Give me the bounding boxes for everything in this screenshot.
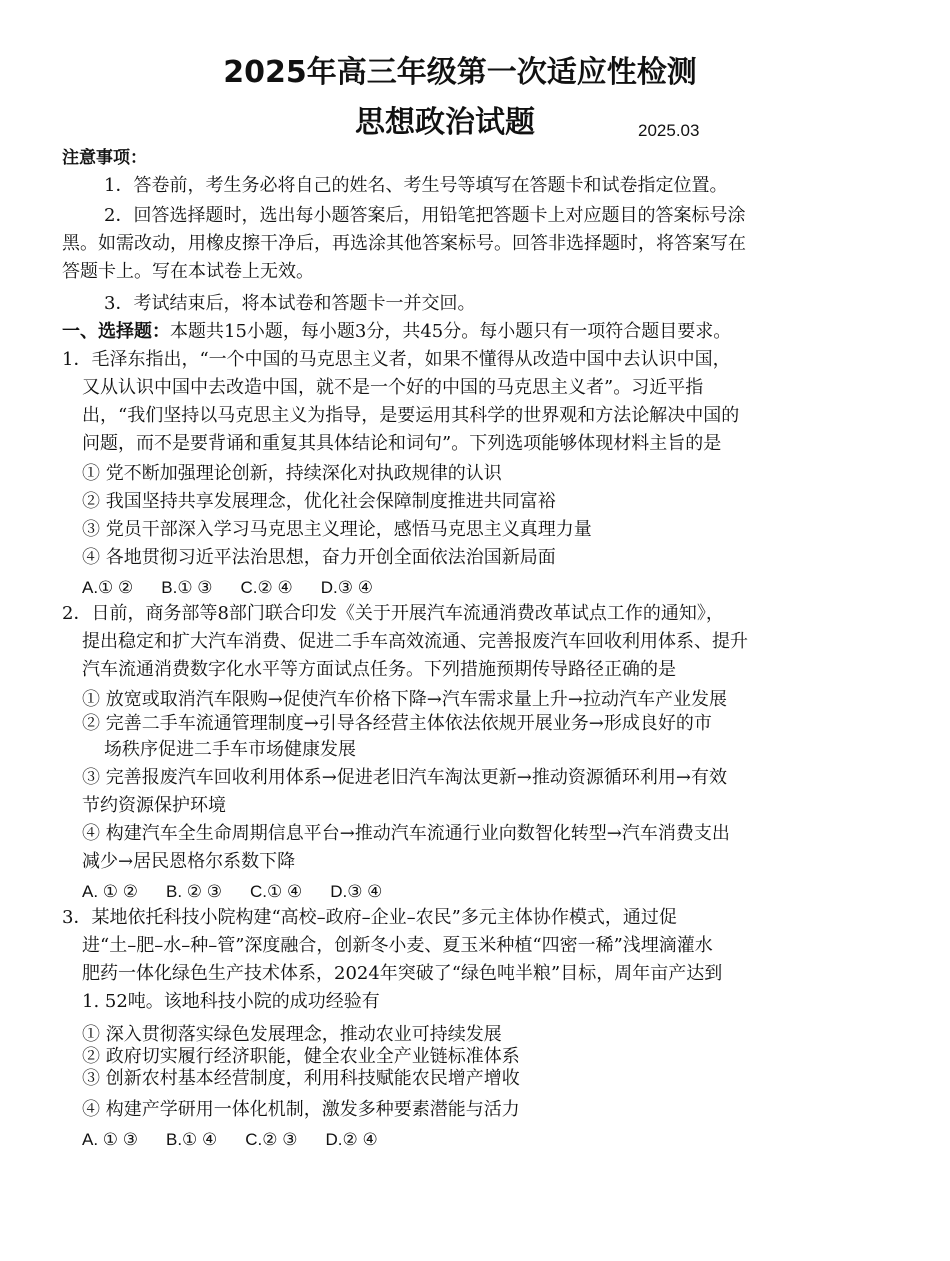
q3-choices [82,1126,406,1154]
notice-item-2-line-2: 黑。如需改动，用橡皮擦干净后，再选涂其他答案标号。回答非选择题时，将答案写在 [62,233,746,254]
q1-choice-c: C.② ④ [240,578,293,597]
q3-option-2: ② 政府切实履行经济职能，健全农业全产业链标准体系 [82,1046,520,1067]
q2-option-1: ① 放宽或取消汽车限购→促使汽车价格下降→汽车需求量上升→拉动汽车产业发展 [82,689,727,710]
q2-stem-line-3: 汽车流通消费数字化水平等方面试点任务。下列措施预期传导路径正确的是 [82,659,676,680]
q1-choice-a: A.① ② [82,578,134,597]
q3-stem-line-4: 1. 52吨。该地科技小院的成功经验有 [82,991,380,1012]
q1-choices [82,574,401,602]
q1-option-4: ④ 各地贯彻习近平法治思想，奋力开创全面依法治国新局面 [82,547,556,568]
q1-stem-line-4: 问题，而不是要背诵和重复其具体结论和词句”。下列选项能够体现材料主旨的是 [82,433,722,454]
q1-stem-line-3: 出，“我们坚持以马克思主义为指导，是要运用其科学的世界观和方法论解决中国的 [82,405,740,426]
q2-option-4-line-2: 减少→居民恩格尔系数下降 [82,851,296,872]
q2-option-3-line-2: 节约资源保护环境 [82,795,226,816]
q1-option-1: ① 党不断加强理论创新，持续深化对执政规律的认识 [82,463,502,484]
q2-choices [82,878,410,906]
exam-title: 2025年高三年级第一次适应性检测 [223,55,697,90]
notice-heading: 注意事项： [62,148,147,168]
q1-choice-b: B.① ③ [161,578,213,597]
q2-stem-line-1: 2．日前，商务部等8部门联合印发《关于开展汽车流通消费改革试点工作的通知》， [62,603,724,624]
q3-stem-line-3: 肥药一体化绿色生产技术体系，2024年突破了“绿色吨半粮”目标，周年亩产达到 [82,963,723,984]
q3-choice-b: B.① ④ [166,1130,218,1149]
q1-option-3: ③ 党员干部深入学习马克思主义理论，感悟马克思主义真理力量 [82,519,592,540]
q3-stem-line-2: 进“土–肥–水–种–管”深度融合，创新冬小麦、夏玉米种植“四密一稀”浅埋滴灌水 [82,935,713,956]
q3-option-4: ④ 构建产学研用一体化机制，激发多种要素潜能与活力 [82,1099,520,1120]
notice-item-2-line-3: 答题卡上。写在本试卷上无效。 [62,261,314,282]
q2-option-2-line-2: 场秩序促进二手车市场健康发展 [104,739,356,760]
q2-choice-d: D.③ ④ [330,882,383,901]
q2-option-4-line-1: ④ 构建汽车全生命周期信息平台→推动汽车流通行业向数智化转型→汽车消费支出 [82,823,730,844]
notice-item-2-line-1: 2．回答选择题时，选出每小题答案后，用铅笔把答题卡上对应题目的答案标号涂 [104,205,746,226]
notice-item-1: 1．答卷前，考生务必将自己的姓名、考生号等填写在答题卡和试卷指定位置。 [104,175,728,196]
q3-option-1: ① 深入贯彻落实绿色发展理念，推动农业可持续发展 [82,1024,502,1045]
q2-option-3-line-1: ③ 完善报废汽车回收利用体系→促进老旧汽车淘汰更新→推动资源循环利用→有效 [82,767,727,788]
section-description: 本题共15小题，每小题3分，共45分。每小题只有一项符合题目要求。 [170,321,732,342]
q2-option-2-line-1: ② 完善二手车流通管理制度→引导各经营主体依法依规开展业务→形成良好的市 [82,713,712,734]
exam-date: 2025.03 [638,121,700,140]
q3-option-3: ③ 创新农村基本经营制度，利用科技赋能农民增产增收 [82,1068,520,1089]
q2-stem-line-2: 提出稳定和扩大汽车消费、促进二手车高效流通、完善报废汽车回收利用体系、提升 [82,631,748,652]
q2-choice-c: C.① ④ [250,882,303,901]
q2-choice-a: A. ① ② [82,882,138,901]
q1-stem-line-1: 1．毛泽东指出，“一个中国的马克思主义者，如果不懂得从改造中国中去认识中国， [62,349,731,370]
q3-choice-c: C.② ③ [245,1130,298,1149]
q1-stem-line-2: 又从认识中国中去改造中国，就不是一个好的中国的马克思主义者”。习近平指 [82,377,704,398]
notice-item-3: 3．考试结束后，将本试卷和答题卡一并交回。 [104,293,476,314]
q3-choice-d: D.② ④ [325,1130,378,1149]
section-heading [62,318,731,346]
section-label: 一、选择题： [62,321,170,342]
q1-choice-d: D.③ ④ [320,578,373,597]
q3-stem-line-1: 3．某地依托科技小院构建“高校–政府–企业–农民”多元主体协作模式，通过促 [62,907,677,928]
exam-subject: 思想政治试题 [355,105,535,140]
q1-option-2: ② 我国坚持共享发展理念，优化社会保障制度推进共同富裕 [82,491,556,512]
q2-choice-b: B. ② ③ [166,882,222,901]
q3-choice-a: A. ① ③ [82,1130,138,1149]
